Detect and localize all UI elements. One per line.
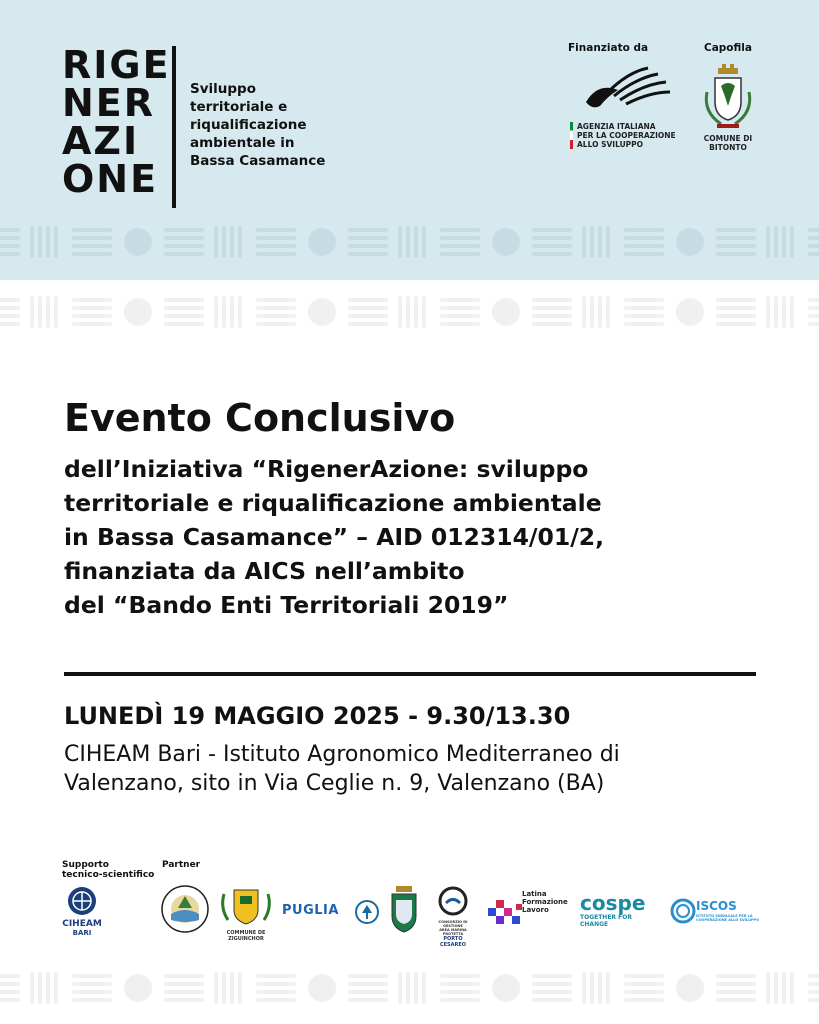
pattern-stripe xyxy=(348,990,388,994)
pattern-stripe xyxy=(164,228,204,232)
pattern-bar xyxy=(38,972,42,1004)
pattern-dot xyxy=(308,974,336,1002)
pattern-stripe xyxy=(716,306,756,310)
pattern-bar xyxy=(222,972,226,1004)
pattern-stripe xyxy=(0,322,20,326)
logo-subtitle xyxy=(190,80,360,170)
pattern-stripe xyxy=(624,228,664,232)
logo-line: RIGE xyxy=(62,43,171,87)
pattern-stripe xyxy=(0,306,20,310)
pattern-stripe xyxy=(164,998,204,1002)
pattern-stripe xyxy=(532,322,572,326)
pattern-bar xyxy=(606,226,610,258)
iscos-tagline: ISTITUTO SINDACALE PER LA xyxy=(696,914,753,918)
pattern-bar xyxy=(422,226,426,258)
subtitle-line: finanziata da AICS nell’ambito xyxy=(64,557,465,585)
pattern-stripe xyxy=(72,974,112,978)
pattern-stripe xyxy=(72,236,112,240)
funder-block xyxy=(568,42,680,149)
shield-crest-icon xyxy=(388,884,420,934)
pattern-stripe xyxy=(164,306,204,310)
pattern-bar xyxy=(790,972,794,1004)
round-partner-logo xyxy=(355,900,379,924)
pattern-stripe xyxy=(624,298,664,302)
pattern-stripe xyxy=(440,982,480,986)
pattern-stripe xyxy=(532,982,572,986)
pattern-stripe xyxy=(72,998,112,1002)
pattern-stripe xyxy=(716,322,756,326)
pattern-stripe xyxy=(0,974,20,978)
pattern-bar xyxy=(30,226,34,258)
pattern-dot xyxy=(492,298,520,326)
pattern-dot xyxy=(308,298,336,326)
pattern-dot xyxy=(124,974,152,1002)
pattern-stripe xyxy=(256,998,296,1002)
pattern-bar xyxy=(38,296,42,328)
lead-name-line: COMUNE DI xyxy=(703,134,753,143)
pattern-bar xyxy=(54,226,58,258)
rigenerazione-logo xyxy=(62,43,382,211)
pattern-stripe xyxy=(624,236,664,240)
pattern-bar xyxy=(782,296,786,328)
marine-area-icon xyxy=(438,886,468,916)
pattern-stripe xyxy=(348,244,388,248)
funder-name-line: AGENZIA ITALIANA xyxy=(577,122,656,131)
partner-label: Partner xyxy=(162,860,201,870)
porto-cesareo-name: PORTO CESAREO xyxy=(439,936,467,948)
pattern-bar xyxy=(422,972,426,1004)
pattern-stripe xyxy=(256,982,296,986)
pattern-bar xyxy=(230,972,234,1004)
pattern-bar xyxy=(398,296,402,328)
venue-line: CIHEAM Bari - Istituto Agronomico Mediterraneo di xyxy=(64,742,620,767)
pattern-bar xyxy=(30,972,34,1004)
support-label xyxy=(62,860,154,880)
pattern-stripe xyxy=(624,252,664,256)
pattern-stripe xyxy=(808,990,819,994)
pattern-bar xyxy=(398,972,402,1004)
pattern-stripe xyxy=(0,982,20,986)
pattern-stripe xyxy=(256,236,296,240)
bitonto-crest-icon xyxy=(701,62,755,132)
porto-cesareo-line: AREA MARINA PROTETTA xyxy=(439,928,467,936)
pattern-stripe xyxy=(164,982,204,986)
ziguinchor-crest-icon xyxy=(218,886,274,926)
pattern-bar xyxy=(398,226,402,258)
pattern-stripe xyxy=(532,252,572,256)
pattern-stripe xyxy=(808,298,819,302)
logo-subtitle-line: Sviluppo xyxy=(190,81,256,97)
pattern-stripe xyxy=(440,228,480,232)
pattern-stripe xyxy=(532,990,572,994)
pattern-stripe xyxy=(624,990,664,994)
pattern-dot xyxy=(124,228,152,256)
pattern-stripe xyxy=(256,990,296,994)
pattern-stripe xyxy=(440,252,480,256)
pattern-stripe xyxy=(440,990,480,994)
iscos-wordmark: ISCOS xyxy=(696,899,737,913)
pattern-stripe xyxy=(440,314,480,318)
pattern-stripe xyxy=(716,990,756,994)
pattern-bar xyxy=(582,296,586,328)
pattern-stripe xyxy=(164,322,204,326)
pattern-stripe xyxy=(164,244,204,248)
pattern-stripe xyxy=(716,228,756,232)
event-title: Evento Conclusivo xyxy=(64,396,456,440)
cospe-tagline: TOGETHER FOR CHANGE xyxy=(580,914,632,928)
pattern-stripe xyxy=(624,306,664,310)
pattern-stripe xyxy=(532,306,572,310)
iscos-rings-icon xyxy=(670,898,696,924)
pattern-stripe xyxy=(532,974,572,978)
pattern-bar xyxy=(598,226,602,258)
pattern-stripe xyxy=(808,322,819,326)
pattern-bar xyxy=(214,296,218,328)
lead-name xyxy=(698,134,758,152)
pattern-stripe xyxy=(624,998,664,1002)
pattern-dot xyxy=(492,228,520,256)
pattern-stripe xyxy=(440,298,480,302)
pattern-stripe xyxy=(72,228,112,232)
logo-wordmark xyxy=(62,43,172,201)
pattern-stripe xyxy=(624,982,664,986)
pattern-stripe xyxy=(440,236,480,240)
ciheam-logo xyxy=(62,886,102,936)
latina-line: Latina xyxy=(522,890,547,898)
pattern-stripe xyxy=(348,306,388,310)
pattern-stripe xyxy=(532,314,572,318)
pattern-stripe xyxy=(808,244,819,248)
pattern-stripe xyxy=(348,998,388,1002)
pattern-stripe xyxy=(72,306,112,310)
pattern-stripe xyxy=(440,998,480,1002)
decorative-pattern-bottom xyxy=(0,968,819,1008)
lead-label: Capofila xyxy=(704,42,752,54)
logo-subtitle-line: Bassa Casamance xyxy=(190,153,326,169)
iscos-tagline: COOPERAZIONE ALLO SVILUPPO xyxy=(696,918,760,922)
pattern-bar xyxy=(774,226,778,258)
pattern-bar xyxy=(774,972,778,1004)
pattern-bar xyxy=(414,296,418,328)
pattern-bar xyxy=(766,296,770,328)
pattern-stripe xyxy=(624,974,664,978)
pattern-bar xyxy=(774,296,778,328)
logo-divider xyxy=(172,46,176,208)
pattern-stripe xyxy=(808,982,819,986)
pattern-stripe xyxy=(256,314,296,318)
pattern-stripe xyxy=(716,244,756,248)
pattern-bar xyxy=(406,972,410,1004)
pattern-bar xyxy=(30,296,34,328)
pattern-bar xyxy=(54,296,58,328)
funder-name-line: PER LA COOPERAZIONE xyxy=(577,131,676,140)
pattern-stripe xyxy=(440,322,480,326)
pattern-stripe xyxy=(256,228,296,232)
pattern-stripe xyxy=(532,244,572,248)
pattern-stripe xyxy=(348,974,388,978)
venue-line: Valenzano, sito in Via Ceglie n. 9, Valenzano (BA) xyxy=(64,771,605,796)
subtitle-line: territoriale e riqualificazione ambientale xyxy=(64,489,602,517)
pattern-bar xyxy=(766,226,770,258)
pattern-stripe xyxy=(716,314,756,318)
ciheam-name: CIHEAM xyxy=(62,919,102,929)
section-divider xyxy=(64,672,756,676)
ziguinchor-name: COMMUNE DE ZIGUINCHOR xyxy=(226,930,266,942)
pattern-bar xyxy=(414,226,418,258)
pattern-stripe xyxy=(164,298,204,302)
pattern-bar xyxy=(422,296,426,328)
pattern-stripe xyxy=(256,974,296,978)
pattern-stripe xyxy=(72,298,112,302)
logo-subtitle-line: ambientale in xyxy=(190,135,295,151)
aics-dove-icon xyxy=(578,62,673,122)
pattern-stripe xyxy=(808,236,819,240)
event-date-time: LUNEDÌ 19 MAGGIO 2025 - 9.30/13.30 xyxy=(64,702,571,730)
pattern-stripe xyxy=(624,244,664,248)
pattern-stripe xyxy=(716,236,756,240)
pattern-stripe xyxy=(256,252,296,256)
pattern-stripe xyxy=(716,998,756,1002)
pattern-stripe xyxy=(72,314,112,318)
pattern-stripe xyxy=(72,990,112,994)
decorative-pattern-top xyxy=(0,222,819,262)
pattern-bar xyxy=(406,296,410,328)
pattern-bar xyxy=(582,972,586,1004)
subtitle-line: dell’Iniziativa “RigenerAzione: sviluppo xyxy=(64,455,589,483)
pattern-bar xyxy=(606,972,610,1004)
ziguinchor-logo xyxy=(218,886,274,942)
pattern-bar xyxy=(582,226,586,258)
logo-line: AZI xyxy=(62,119,140,163)
pattern-stripe xyxy=(808,306,819,310)
pattern-stripe xyxy=(716,982,756,986)
event-subtitle xyxy=(64,452,764,622)
pattern-stripe xyxy=(0,252,20,256)
pattern-bar xyxy=(222,226,226,258)
pattern-stripe xyxy=(808,998,819,1002)
funder-name xyxy=(570,122,680,149)
latina-logo xyxy=(486,890,570,934)
pattern-stripe xyxy=(0,244,20,248)
cospe-logo xyxy=(580,892,660,928)
support-label-line: Supporto xyxy=(62,860,109,870)
subtitle-line: del “Bando Enti Territoriali 2019” xyxy=(64,591,509,619)
pattern-dot xyxy=(676,228,704,256)
logo-line: ONE xyxy=(62,157,159,201)
pattern-stripe xyxy=(348,314,388,318)
pattern-bar xyxy=(598,972,602,1004)
pattern-bar xyxy=(214,972,218,1004)
decorative-pattern-middle xyxy=(0,292,819,332)
pattern-stripe xyxy=(808,228,819,232)
pattern-bar xyxy=(790,226,794,258)
porto-cesareo-line: CONSORZIO DI GESTIONE xyxy=(438,920,468,928)
pattern-stripe xyxy=(72,244,112,248)
pattern-bar xyxy=(230,296,234,328)
pattern-bar xyxy=(414,972,418,1004)
pattern-stripe xyxy=(532,998,572,1002)
pattern-bar xyxy=(54,972,58,1004)
funded-label: Finanziato da xyxy=(568,42,649,54)
pattern-stripe xyxy=(532,298,572,302)
kafountine-logo xyxy=(160,884,210,934)
puglia-wordmark: PUGLIA xyxy=(282,903,339,918)
pattern-stripe xyxy=(808,974,819,978)
pattern-stripe xyxy=(0,990,20,994)
iscos-logo xyxy=(670,898,760,928)
pattern-stripe xyxy=(440,974,480,978)
pattern-bar xyxy=(38,226,42,258)
pattern-stripe xyxy=(348,252,388,256)
pattern-bar xyxy=(238,972,242,1004)
pattern-stripe xyxy=(532,228,572,232)
pattern-stripe xyxy=(440,244,480,248)
support-label-line: tecnico-scientifico xyxy=(62,870,155,880)
latina-line: Formazione xyxy=(522,898,568,906)
pattern-stripe xyxy=(716,974,756,978)
ciheam-city: BARI xyxy=(72,929,92,937)
cospe-wordmark: cospe xyxy=(580,891,646,915)
pattern-bar xyxy=(238,226,242,258)
pattern-stripe xyxy=(164,990,204,994)
pattern-stripe xyxy=(164,314,204,318)
pattern-bar xyxy=(46,296,50,328)
lead-partner-block xyxy=(698,42,758,152)
pattern-stripe xyxy=(348,322,388,326)
pattern-stripe xyxy=(164,236,204,240)
pattern-bar xyxy=(606,296,610,328)
regional-crest-logo xyxy=(388,884,420,934)
pattern-stripe xyxy=(0,298,20,302)
pattern-stripe xyxy=(0,314,20,318)
pattern-stripe xyxy=(72,982,112,986)
pattern-dot xyxy=(676,298,704,326)
pattern-stripe xyxy=(348,236,388,240)
pattern-bar xyxy=(590,226,594,258)
pattern-bar xyxy=(214,226,218,258)
pattern-bar xyxy=(782,226,786,258)
porto-cesareo-logo xyxy=(430,886,476,948)
logo-subtitle-line: territoriale e xyxy=(190,99,288,115)
pattern-stripe xyxy=(256,322,296,326)
pattern-stripe xyxy=(0,236,20,240)
latina-mosaic-icon xyxy=(486,896,526,930)
pattern-stripe xyxy=(256,306,296,310)
subtitle-line: in Bassa Casamance” – AID 012314/01/2, xyxy=(64,523,605,551)
pattern-stripe xyxy=(348,982,388,986)
pattern-bar xyxy=(782,972,786,1004)
pattern-stripe xyxy=(256,298,296,302)
pattern-stripe xyxy=(72,322,112,326)
pattern-bar xyxy=(222,296,226,328)
pattern-dot xyxy=(308,228,336,256)
pattern-bar xyxy=(598,296,602,328)
pattern-bar xyxy=(766,972,770,1004)
pattern-stripe xyxy=(624,314,664,318)
pattern-bar xyxy=(46,226,50,258)
lead-name-line: BITONTO xyxy=(709,143,747,152)
latina-line: Lavoro xyxy=(522,906,549,914)
pattern-dot xyxy=(492,974,520,1002)
pattern-stripe xyxy=(348,298,388,302)
pattern-stripe xyxy=(164,252,204,256)
pattern-bar xyxy=(46,972,50,1004)
kafountine-emblem-icon xyxy=(160,884,210,934)
pattern-stripe xyxy=(0,228,20,232)
pattern-stripe xyxy=(72,252,112,256)
pattern-stripe xyxy=(0,998,20,1002)
pattern-stripe xyxy=(624,322,664,326)
pattern-dot xyxy=(124,298,152,326)
logo-subtitle-line: riqualificazione xyxy=(190,117,307,133)
tree-emblem-icon xyxy=(355,900,379,924)
pattern-bar xyxy=(238,296,242,328)
funder-name-line: ALLO SVILUPPO xyxy=(577,140,644,149)
pattern-bar xyxy=(590,296,594,328)
pattern-stripe xyxy=(808,252,819,256)
pattern-bar xyxy=(590,972,594,1004)
pattern-stripe xyxy=(532,236,572,240)
pattern-stripe xyxy=(164,974,204,978)
ciheam-emblem-icon xyxy=(62,886,102,916)
event-venue xyxy=(64,740,764,798)
pattern-stripe xyxy=(348,228,388,232)
pattern-stripe xyxy=(256,244,296,248)
pattern-stripe xyxy=(716,298,756,302)
pattern-stripe xyxy=(808,314,819,318)
pattern-bar xyxy=(790,296,794,328)
pattern-stripe xyxy=(440,306,480,310)
puglia-logo xyxy=(282,903,339,918)
pattern-stripe xyxy=(716,252,756,256)
pattern-dot xyxy=(676,974,704,1002)
logo-line: NER xyxy=(62,81,156,125)
pattern-bar xyxy=(406,226,410,258)
pattern-bar xyxy=(230,226,234,258)
